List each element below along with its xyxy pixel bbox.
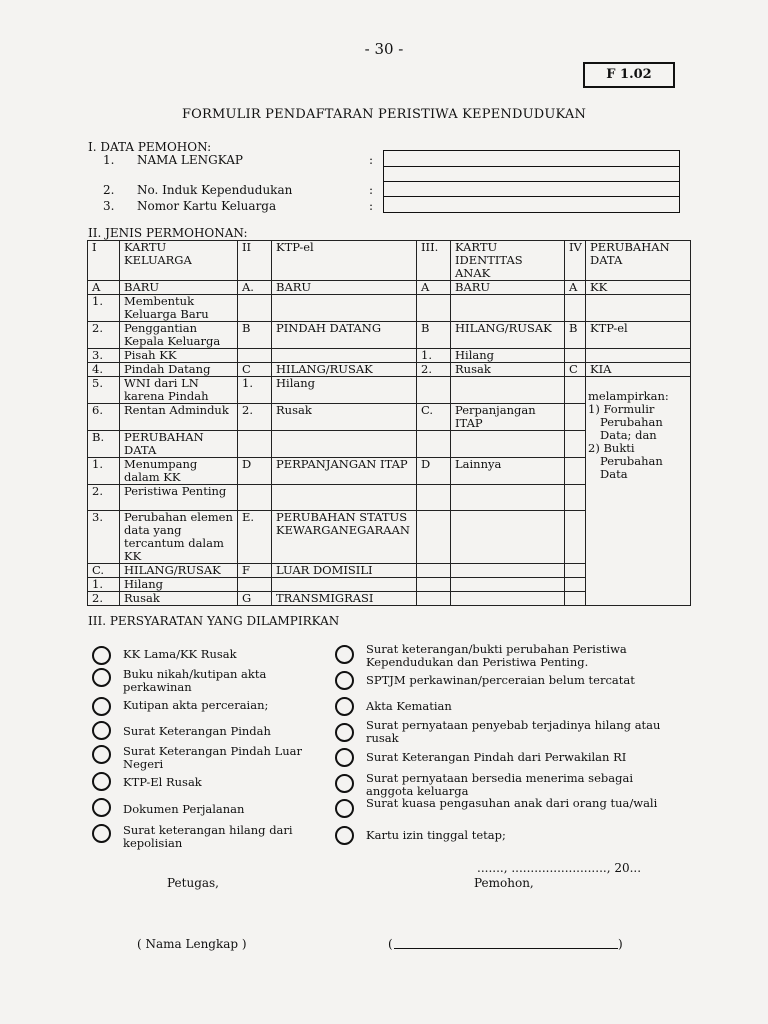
table-cell: [565, 404, 586, 431]
officer-label: Petugas,: [167, 876, 219, 890]
table-cell: 2.: [88, 485, 120, 511]
applicant-paren-close: ): [618, 937, 623, 951]
table-cell: A: [417, 281, 451, 295]
table-cell: [451, 485, 565, 511]
table-cell: 4.: [88, 363, 120, 377]
table-cell: 1.: [238, 377, 272, 404]
note-cell: [586, 377, 691, 606]
table-cell: Hilang: [451, 349, 565, 363]
checkbox-circle[interactable]: [335, 774, 354, 793]
table-cell: C.: [88, 564, 120, 578]
note-line: Perubahan: [600, 415, 663, 429]
table-cell: [272, 578, 417, 592]
field-num-2: 2.: [103, 183, 115, 197]
table-cell: C: [238, 363, 272, 377]
form-code-box: F 1.02: [583, 62, 675, 88]
nik-input-box[interactable]: [383, 181, 680, 197]
requirement-label: Surat Keterangan Pindah: [123, 724, 271, 738]
checkbox-circle[interactable]: [92, 745, 111, 764]
table-cell: KARTU KELUARGA: [120, 241, 238, 281]
table-cell: Peristiwa Penting: [120, 485, 238, 511]
table-cell: Perubahan elemen data yang tercantum dalam KK: [120, 511, 238, 564]
table-cell: [238, 295, 272, 322]
checkbox-circle[interactable]: [92, 824, 111, 843]
requirement-item[interactable]: [335, 772, 675, 798]
applicant-paren-open: (: [388, 937, 393, 951]
table-cell: [417, 578, 451, 592]
table-cell: 2.: [417, 363, 451, 377]
name-input-box[interactable]: [383, 150, 680, 167]
table-cell: Membentuk Keluarga Baru: [120, 295, 238, 322]
table-cell: G: [238, 592, 272, 606]
requirement-label: KK Lama/KK Rusak: [123, 647, 237, 661]
requirement-item[interactable]: [335, 748, 675, 767]
checkbox-circle[interactable]: [335, 697, 354, 716]
requirement-item[interactable]: [335, 797, 675, 818]
table-cell: PINDAH DATANG: [272, 322, 417, 349]
table-cell: BARU: [451, 281, 565, 295]
checkbox-circle[interactable]: [92, 668, 111, 687]
requirement-label: Surat keterangan/bukti perubahan Peristiwa Kependudukan dan Peristiwa Penting.: [366, 642, 627, 669]
table-cell: PERUBAHAN STATUS KEWARGANEGARAAN: [272, 511, 417, 564]
table-cell: KIA: [586, 363, 691, 377]
table-cell: [417, 431, 451, 458]
table-cell: [451, 564, 565, 578]
section1-heading: I. DATA PEMOHON:: [88, 140, 212, 154]
checkbox-circle[interactable]: [335, 671, 354, 690]
table-cell: B: [238, 322, 272, 349]
application-type-table: [87, 240, 691, 606]
table-cell: [417, 511, 451, 564]
table-row: [88, 281, 691, 295]
requirement-label: Dokumen Perjalanan: [123, 802, 245, 816]
table-cell: III.: [417, 241, 451, 281]
table-cell: 1.: [417, 349, 451, 363]
applicant-label: Pemohon,: [474, 876, 534, 890]
table-cell: [272, 349, 417, 363]
date-line[interactable]: ......., ........................., 20...: [477, 861, 642, 875]
field-colon-1: :: [369, 153, 374, 167]
table-cell: KARTU IDENTITAS ANAK: [451, 241, 565, 281]
table-cell: Pisah KK: [120, 349, 238, 363]
requirement-item[interactable]: [92, 824, 332, 850]
table-cell: II: [238, 241, 272, 281]
table-cell: [565, 564, 586, 578]
field-num-3: 3.: [103, 199, 115, 213]
table-cell: [565, 349, 586, 363]
table-cell: C.: [417, 404, 451, 431]
table-cell: [451, 592, 565, 606]
table-cell: [565, 458, 586, 485]
table-cell: Lainnya: [451, 458, 565, 485]
checkbox-circle[interactable]: [335, 826, 354, 845]
table-cell: [451, 578, 565, 592]
table-cell: BARU: [120, 281, 238, 295]
table-cell: [417, 377, 451, 404]
table-cell: B: [565, 322, 586, 349]
requirement-item[interactable]: [335, 719, 675, 745]
table-cell: 6.: [88, 404, 120, 431]
section3-heading: III. PERSYARATAN YANG DILAMPIRKAN: [88, 614, 340, 628]
table-cell: Hilang: [272, 377, 417, 404]
table-cell: PERPANJANGAN ITAP: [272, 458, 417, 485]
table-row: [88, 322, 691, 349]
table-row: [88, 363, 691, 377]
requirement-label: Akta Kematian: [366, 699, 452, 713]
table-row: [88, 349, 691, 363]
table-cell: [238, 431, 272, 458]
table-cell: [272, 295, 417, 322]
requirement-label: Buku nikah/kutipan akta perkawinan: [123, 667, 267, 694]
table-cell: IV: [565, 241, 586, 281]
requirement-label: Kartu izin tinggal tetap;: [366, 828, 506, 842]
table-row: [88, 241, 691, 281]
table-cell: B.: [88, 431, 120, 458]
table-cell: A: [88, 281, 120, 295]
note-line: melampirkan:: [588, 389, 669, 403]
table-row: [88, 377, 691, 404]
requirement-label: Surat pernyataan bersedia menerima sebagai anggota keluarga: [366, 771, 633, 798]
table-cell: B: [417, 322, 451, 349]
table-cell: [565, 377, 586, 404]
table-cell: PERUBAHAN DATA: [586, 241, 691, 281]
table-cell: [586, 349, 691, 363]
checkbox-circle[interactable]: [92, 772, 111, 791]
requirement-label: Surat Keterangan Pindah Luar Negeri: [123, 744, 302, 771]
table-cell: [451, 511, 565, 564]
table-cell: D: [238, 458, 272, 485]
checkbox-circle[interactable]: [92, 721, 111, 740]
note-line: 2) Bukti: [588, 441, 635, 455]
table-cell: Rusak: [451, 363, 565, 377]
table-cell: [565, 431, 586, 458]
table-cell: PERUBAHAN DATA: [120, 431, 238, 458]
table-row: [88, 295, 691, 322]
requirement-item[interactable]: [92, 668, 332, 694]
requirement-item[interactable]: [92, 697, 332, 716]
table-cell: [417, 592, 451, 606]
table-cell: TRANSMIGRASI: [272, 592, 417, 606]
field-num-1: 1.: [103, 153, 115, 167]
checkbox-circle[interactable]: [335, 799, 354, 818]
table-cell: [565, 485, 586, 511]
table-cell: Hilang: [120, 578, 238, 592]
table-cell: Rusak: [272, 404, 417, 431]
table-cell: LUAR DOMISILI: [272, 564, 417, 578]
kk-input-box[interactable]: [383, 196, 680, 213]
checkbox-circle[interactable]: [92, 697, 111, 716]
table-cell: 2.: [88, 592, 120, 606]
table-cell: Penggantian Kepala Keluarga: [120, 322, 238, 349]
note-line: Perubahan: [600, 454, 663, 468]
table-cell: 3.: [88, 511, 120, 564]
field-label-nik: No. Induk Kependudukan: [137, 183, 293, 197]
table-cell: Rusak: [120, 592, 238, 606]
table-cell: [417, 485, 451, 511]
note-line: 1) Formulir: [588, 402, 655, 416]
table-cell: Pindah Datang: [120, 363, 238, 377]
section2-heading: II. JENIS PERMOHONAN:: [88, 226, 248, 240]
name-input-box-2[interactable]: [383, 166, 680, 182]
requirement-item[interactable]: [92, 798, 332, 817]
table-cell: Perpanjangan ITAP: [451, 404, 565, 431]
table-cell: HILANG/RUSAK: [451, 322, 565, 349]
table-cell: WNI dari LN karena Pindah: [120, 377, 238, 404]
checkbox-circle[interactable]: [335, 723, 354, 742]
field-label-name: NAMA LENGKAP: [137, 153, 243, 167]
table-cell: [565, 295, 586, 322]
table-cell: [417, 564, 451, 578]
table-cell: [238, 485, 272, 511]
checkbox-circle[interactable]: [335, 645, 354, 664]
table-cell: [272, 485, 417, 511]
table-cell: I: [88, 241, 120, 281]
table-cell: HILANG/RUSAK: [272, 363, 417, 377]
table-cell: C: [565, 363, 586, 377]
table-cell: 1.: [88, 295, 120, 322]
table-cell: E.: [238, 511, 272, 564]
table-cell: A: [565, 281, 586, 295]
requirement-item[interactable]: [92, 745, 332, 771]
table-cell: Rentan Adminduk: [120, 404, 238, 431]
field-colon-3: :: [369, 199, 374, 213]
requirement-item[interactable]: [92, 721, 332, 740]
requirement-item[interactable]: [335, 697, 675, 716]
requirement-label: SPTJM perkawinan/perceraian belum tercatat: [366, 673, 635, 687]
checkbox-circle[interactable]: [92, 798, 111, 817]
table-cell: 1.: [88, 578, 120, 592]
requirement-label: Kutipan akta perceraian;: [123, 698, 269, 712]
table-cell: D: [417, 458, 451, 485]
note-line: Data: [600, 467, 628, 481]
table-cell: 2.: [238, 404, 272, 431]
table-cell: KTP-el: [272, 241, 417, 281]
requirement-item[interactable]: [335, 643, 675, 669]
table-cell: [238, 578, 272, 592]
field-colon-2: :: [369, 183, 374, 197]
form-title: FORMULIR PENDAFTARAN PERISTIWA KEPENDUDUKAN: [181, 107, 587, 122]
table-cell: HILANG/RUSAK: [120, 564, 238, 578]
table-cell: [565, 592, 586, 606]
table-cell: [417, 295, 451, 322]
table-cell: 3.: [88, 349, 120, 363]
table-cell: BARU: [272, 281, 417, 295]
table-cell: [272, 431, 417, 458]
applicant-signature-line[interactable]: [394, 948, 618, 949]
table-cell: F: [238, 564, 272, 578]
officer-name: ( Nama Lengkap ): [137, 937, 247, 951]
requirement-label: KTP-El Rusak: [123, 775, 202, 789]
table-cell: 1.: [88, 458, 120, 485]
table-cell: [586, 295, 691, 322]
requirement-label: Surat pernyataan penyebab terjadinya hilang atau rusak: [366, 718, 661, 745]
table-cell: [565, 578, 586, 592]
requirement-item[interactable]: [92, 646, 332, 665]
requirement-item[interactable]: [335, 671, 675, 690]
table-cell: [451, 295, 565, 322]
table-cell: KTP-el: [586, 322, 691, 349]
table-cell: [238, 349, 272, 363]
checkbox-circle[interactable]: [92, 646, 111, 665]
table-cell: 5.: [88, 377, 120, 404]
note-line: Data; dan: [600, 428, 657, 442]
table-cell: KK: [586, 281, 691, 295]
table-cell: [451, 377, 565, 404]
requirement-item[interactable]: [335, 826, 675, 845]
table-cell: 2.: [88, 322, 120, 349]
page-number: - 30 -: [364, 40, 404, 58]
table-cell: Menumpang dalam KK: [120, 458, 238, 485]
requirement-label: Surat kuasa pengasuhan anak dari orang tua/wali: [366, 796, 658, 810]
table-cell: [565, 511, 586, 564]
checkbox-circle[interactable]: [335, 748, 354, 767]
table-cell: A.: [238, 281, 272, 295]
requirement-label: Surat Keterangan Pindah dari Perwakilan RI: [366, 750, 627, 764]
table-cell: [451, 431, 565, 458]
requirement-item[interactable]: [92, 772, 332, 791]
field-label-kk: Nomor Kartu Keluarga: [137, 199, 277, 213]
requirement-label: Surat keterangan hilang dari kepolisian: [123, 823, 293, 850]
